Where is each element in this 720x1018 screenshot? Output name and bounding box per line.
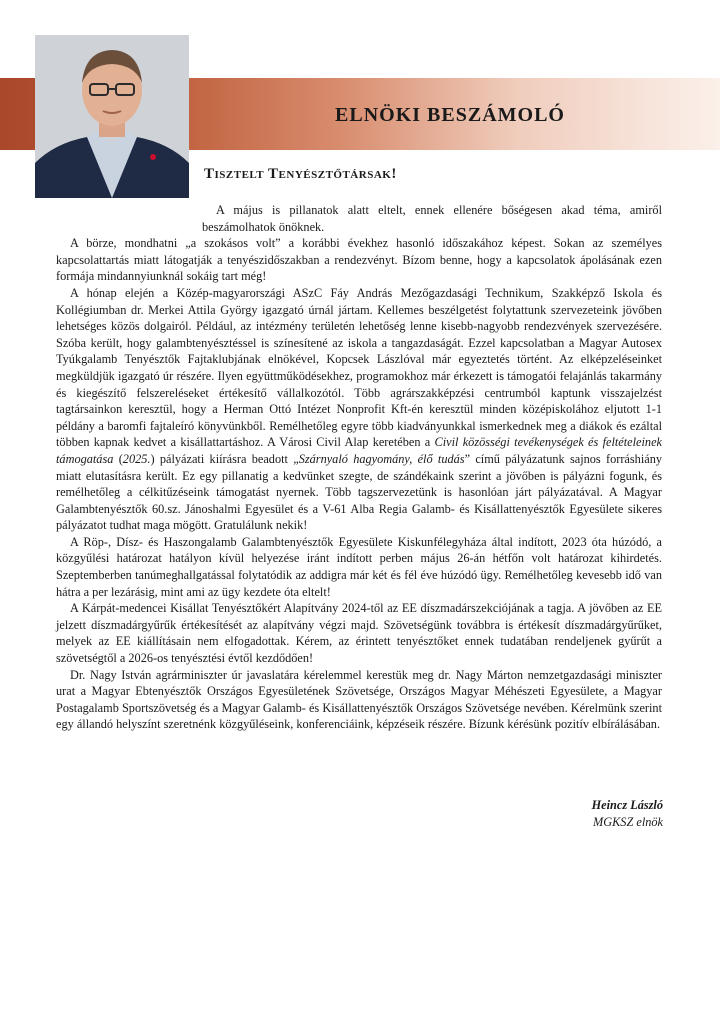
paragraph-3-italic-3: Szárnyaló hagyomány, élő tudás [298,451,465,466]
paragraph-5: A Kárpát-medencei Kisállat Tenyésztőkért Alapítvány 2024-től az EE díszmadárszekciójának a tagja. A jövőben az EE jelzett díszmadárgyűrűk értékesítését az alapítvány végzi majd. Szövetségünk továbbra is értékesít díszmadárgyűrűket, melyek az EE kiállításain nem elfogadottak. Kérem, az érintett tenyésztőket ennek tudatában rendeljenek gyűrűt a szövetségtől a 2026-os tenyésztési évtől kezdődően! [56,601,662,666]
salutation: Tisztelt Tenyésztőtársak! [204,166,397,182]
signature-name: Heincz László [591,798,663,812]
paragraph-3-text: A hónap elején a Közép-magyarországi ASzC Fáy András Mezőgazdasági Technikum, Szakképző Iskola és Kollégiumban dr. Merkei Attila György igazgató úrnál jártam. Kellemes beszélgetést folytattunk szervezeteink jövőben lehetséges közös dolgairól. Például, az intézmény területén lehetőség lenne kisebb-nagyobb rendezvények szervezésére. Szóba került, hogy galambtenyésztéssel is színesítené az iskola a tangazdaságát. Ezzel kapcsolatban a Magyar Autosex Tyúkgalamb Tenyésztők Fajtaklubjának elnökével, Kopcsek Lászlóval már egyeztetés történt. Az elképzeléseinket megküldjük igazgató úr részére. Ilyen együttműködésekhez, programokhoz már érkezett is támogatói felajánlás takarmány és kiegészítő felszereléseket értékesítő vállalkozótól. Több agrárszakképzési centrumból kaptunk visszajelzést tagtársainkon keresztül, hogy a Herman Ottó Intézet Nonprofit Kft-én keresztül minden középiskolához eljutott 1-1 példány a baromfi fajtaleíró könyvünkből. Remélhetőleg egyre több kiadványunkkal ismerkednek meg a diákok és ezáltal többen kapnak kedvet a kisállattartáshoz. A Városi Civil Alap keretében a [56,285,662,450]
paragraph-3-mid-2: ) pályázati kiírásra beadott „ [150,451,299,466]
letter-body [56,202,662,733]
page-title: ELNÖKI BESZÁMOLÓ [335,104,565,126]
portrait-photo-icon [35,35,189,198]
paragraph-6: Dr. Nagy István agrárminiszter úr javaslatára kérelemmel kerestük meg dr. Nagy Márton nemzetgazdasági miniszter urat a Magyar Ebtenyésztők Országos Egyesületének Szövetsége, Országos Magyar Méhészeti Egyesülete, a Magyar Postagalamb Sportszövetség és a Magyar Galamb- és Kisállattenyésztők Országos Szövetsége nevében. Kérelmünk szerint egy állandó helyszínt szeretnénk közgyűléseink, konferenciáink, képzéseik részére. Bízunk kérésünk pozitív elbírálásában. [56,667,662,732]
paragraph-2: A börze, mondhatni „a szokásos volt” a korábbi évekhez hasonló időszakához képest. Sokan az személyes kapcsolattartás miatt látogatják a tenyészidőszakban a rendezvényt. Bízom benne, hogy a kapcsolatok ápolásának ezen formája mindannyiunknál sokáig tart még! [56,236,662,284]
portrait-photo [35,35,189,198]
signature-role: MGKSZ elnök [592,815,663,829]
signature [592,797,663,831]
paragraph-1: A május is pillanatok alatt eltelt, ennek ellenére bőségesen akad téma, amiről beszámolhatok önöknek. [202,203,662,234]
paragraph-3-mid-1: ( [113,451,123,466]
paragraph-3 [56,285,662,534]
paragraph-4: A Röp-, Dísz- és Haszongalamb Galambtenyésztők Egyesülete Kiskunfélegyháza által indított, 2023 óta húzódó, a közgyűlési határozat hatályon kívül helyezése iránt indított perben május 26-án hétfőn volt határozat kihirdetés. Szeptemberben tanúmeghallgatással folytatódik az addigra már két és fél éve húzódó ügy. Remélhetőleg kevesebb idő van hátra a per lezárásig, mint ami az ügy kezdete óta eltelt! [56,534,662,599]
paragraph-3-tail: ” című pályázatunk sajnos forráshiány miatt elutasításra került. Ez egy pillanatig a kedvünket szegte, de szándékaink szerint a jövőben is pályázni fogunk, és remélhetőleg a célkitűzéseink támogatást nyernek. Több tagszervezetünk is hasonlóan járt pályázatával. A Magyar Galambtenyésztők 60.sz. Jánoshalmi Egyesület és a V-61 Alba Regia Galamb- és Kisállattenyésztők Egyesülete sikeres pályázatot tudhat maga mögött. Gratulálunk nekik! [56,451,662,533]
paragraph-3-italic-1: Civil közösségi tevékenységek és feltételeinek támogatása [56,435,662,466]
paragraph-3-italic-2: 2025. [122,451,151,466]
